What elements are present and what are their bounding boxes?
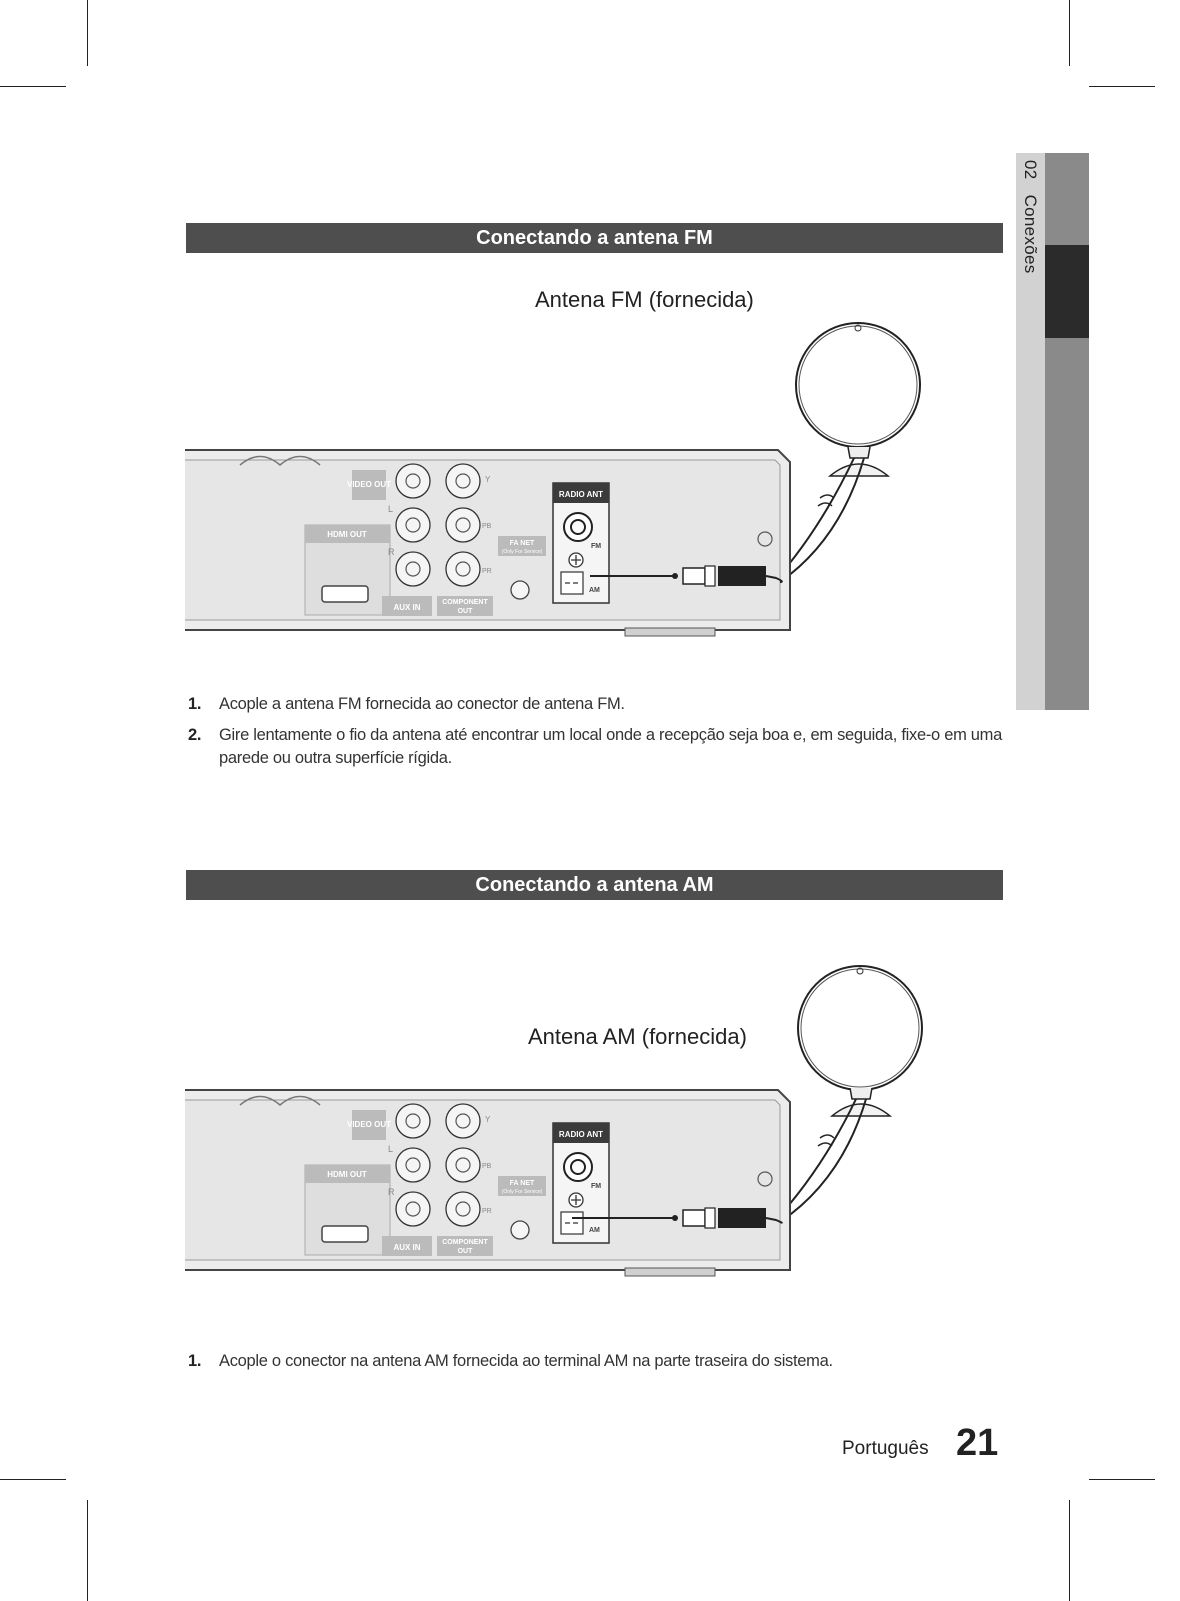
step-text: Acople a antena FM fornecida ao conector de antena FM. bbox=[219, 695, 625, 713]
svg-text:PR: PR bbox=[482, 1208, 492, 1215]
crop-mark bbox=[1089, 86, 1155, 87]
svg-text:L: L bbox=[388, 504, 394, 514]
fm-connection-diagram bbox=[180, 320, 940, 650]
crop-mark bbox=[1089, 1479, 1155, 1480]
svg-text:R: R bbox=[388, 547, 395, 557]
svg-text:(Only For Service): (Only For Service) bbox=[501, 1189, 543, 1195]
crop-mark bbox=[0, 86, 66, 87]
chapter-tab-label bbox=[1020, 160, 1040, 274]
crop-mark bbox=[87, 1500, 88, 1601]
am-steps-list bbox=[186, 1350, 1006, 1381]
chapter-strip-active bbox=[1045, 245, 1089, 338]
svg-text:FA NET: FA NET bbox=[509, 1180, 535, 1187]
svg-text:FM: FM bbox=[591, 543, 602, 550]
svg-text:AM: AM bbox=[589, 1227, 600, 1234]
svg-text:PB: PB bbox=[482, 1163, 492, 1170]
step-number: 1. bbox=[188, 1352, 202, 1370]
crop-mark bbox=[1069, 0, 1070, 66]
svg-text:(Only For Service): (Only For Service) bbox=[501, 549, 543, 555]
svg-text:PR: PR bbox=[482, 568, 492, 575]
svg-text:OUT: OUT bbox=[457, 608, 473, 615]
svg-text:FA NET: FA NET bbox=[509, 540, 535, 547]
receiver-rear-panel bbox=[185, 1090, 790, 1276]
chapter-title: Conexões bbox=[1021, 194, 1040, 274]
svg-text:AUX IN: AUX IN bbox=[393, 603, 421, 612]
step-text: Acople o conector na antena AM fornecida ao terminal AM na parte traseira do sistema. bbox=[219, 1352, 833, 1370]
svg-text:PB: PB bbox=[482, 523, 492, 530]
crop-mark bbox=[1069, 1500, 1070, 1601]
footer-language: Português bbox=[842, 1438, 929, 1459]
fm-antenna-illustration bbox=[774, 323, 920, 582]
svg-text:FM: FM bbox=[591, 1183, 602, 1190]
step-number: 2. bbox=[188, 726, 202, 744]
svg-text:OUT: OUT bbox=[457, 1248, 473, 1255]
fm-antenna-caption: Antena FM (fornecida) bbox=[535, 287, 754, 312]
svg-text:L: L bbox=[388, 1144, 394, 1154]
step-text: Gire lentamente o fio da antena até encontrar um local onde a recepção seja boa e, em seguida, fixe-o em uma parede ou outra superfície rígida. bbox=[219, 726, 1003, 767]
hdmi-out-label: HDMI OUT bbox=[327, 530, 367, 539]
chapter-strip bbox=[1045, 153, 1089, 710]
page-number: 21 bbox=[956, 1422, 999, 1464]
svg-text:Y: Y bbox=[485, 475, 491, 484]
fm-steps-list bbox=[186, 693, 1006, 778]
crop-mark bbox=[0, 1479, 66, 1480]
am-antenna-caption: Antena AM (fornecida) bbox=[528, 1024, 747, 1049]
am-section-heading: Conectando a antena AM bbox=[186, 870, 1003, 900]
svg-text:COMPONENT: COMPONENT bbox=[442, 599, 488, 606]
chapter-number: 02 bbox=[1021, 160, 1040, 180]
list-item bbox=[186, 724, 1006, 770]
svg-text:HDMI OUT: HDMI OUT bbox=[327, 1170, 367, 1179]
receiver-rear-panel bbox=[185, 450, 790, 636]
svg-text:RADIO ANT: RADIO ANT bbox=[558, 1130, 604, 1139]
svg-text:Y: Y bbox=[485, 1115, 491, 1124]
video-out-label: VIDEO OUT bbox=[346, 480, 392, 489]
svg-text:RADIO ANT: RADIO ANT bbox=[558, 490, 604, 499]
svg-text:VIDEO OUT: VIDEO OUT bbox=[346, 1120, 392, 1129]
crop-mark bbox=[87, 0, 88, 66]
list-item bbox=[186, 1350, 1006, 1373]
step-number: 1. bbox=[188, 695, 202, 713]
svg-text:AM: AM bbox=[589, 587, 600, 594]
svg-text:R: R bbox=[388, 1187, 395, 1197]
fm-section-heading: Conectando a antena FM bbox=[186, 223, 1003, 253]
am-antenna-illustration bbox=[774, 966, 922, 1222]
svg-text:COMPONENT: COMPONENT bbox=[442, 1239, 488, 1246]
am-connection-diagram bbox=[180, 960, 940, 1290]
svg-text:AUX IN: AUX IN bbox=[393, 1243, 421, 1252]
list-item bbox=[186, 693, 1006, 716]
